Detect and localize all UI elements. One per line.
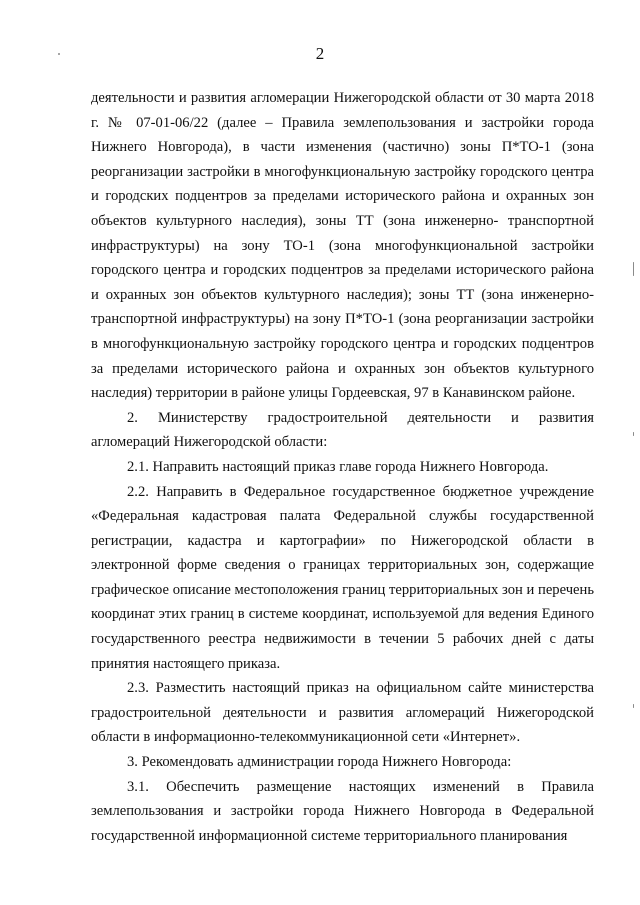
paragraph-item-2-2: 2.2. Направить в Федеральное государственное бюджетное учреждение «Федеральная кадастровая палата Федеральной службы государственной регистрации, кадастра и картографии» по Нижегородской области в электронной форме сведения о границах территориальных зон, содержащие графическое описание местоположения границ территориальных зон и перечень координат этих границ в системе координат, используемой для ведения Единого государственного реестра недвижимости в течении 5 рабочих дней с даты принятия настоящего приказа.	[91, 483, 594, 672]
scan-mark	[633, 704, 634, 708]
paragraph-continuation: деятельности и развития агломерации Нижегородской области от 30 марта 2018 г. № 07-01-06/22 (далее – Правила землепользования и застройки города Нижнего Новгорода), в части изменения (частично) зоны П*ТО-1 (зона реорганизации застройки в многофункциональную застройку городского центра и городских подцентров за пределами исторического района и охранных зон объектов культурного наследия), зоны ТТ (зона инженерно- транспортной инфраструктуры) на зону ТО-1 (зона многофункциональной застройки городского центра и городских подцентров за пределами исторического района и охранных зон объектов культурного наследия); зоны ТТ (зона инженерно-транспортной инфраструктуры) на зону П*ТО-1 (зона реорганизации застройки в многофункциональную застройку городского центра и городских подцентров за пределами исторического района и охранных зон объектов культурного наследия) территории в районе улицы Гордеевская, 97 в Канавинском районе.	[91, 90, 594, 402]
paragraph-item-2-3: 2.3. Разместить настоящий приказ на официальном сайте министерства градостроительной деятельности и развития агломераций Нижегородской области в информационно-телекоммуникационной сети «Интернет».	[91, 680, 594, 746]
scan-mark	[633, 262, 634, 276]
paragraph-item-3-1: 3.1. Обеспечить размещение настоящих изменений в Правила землепользования и застройки города Нижнего Новгорода в Федеральной государственной информационной системе территориального планирования	[91, 778, 594, 844]
page-number: 2	[315, 44, 325, 63]
paragraph-item-2-1: 2.1. Направить настоящий приказ главе города Нижнего Новгорода.	[127, 458, 549, 475]
paragraph-item-3: 3. Рекомендовать администрации города Нижнего Новгорода:	[127, 754, 512, 771]
paragraph-item-2: 2. Министерству градостроительной деятельности и развития агломераций Нижегородской области:	[91, 409, 594, 451]
document-body	[91, 86, 594, 848]
scan-mark	[633, 432, 634, 436]
